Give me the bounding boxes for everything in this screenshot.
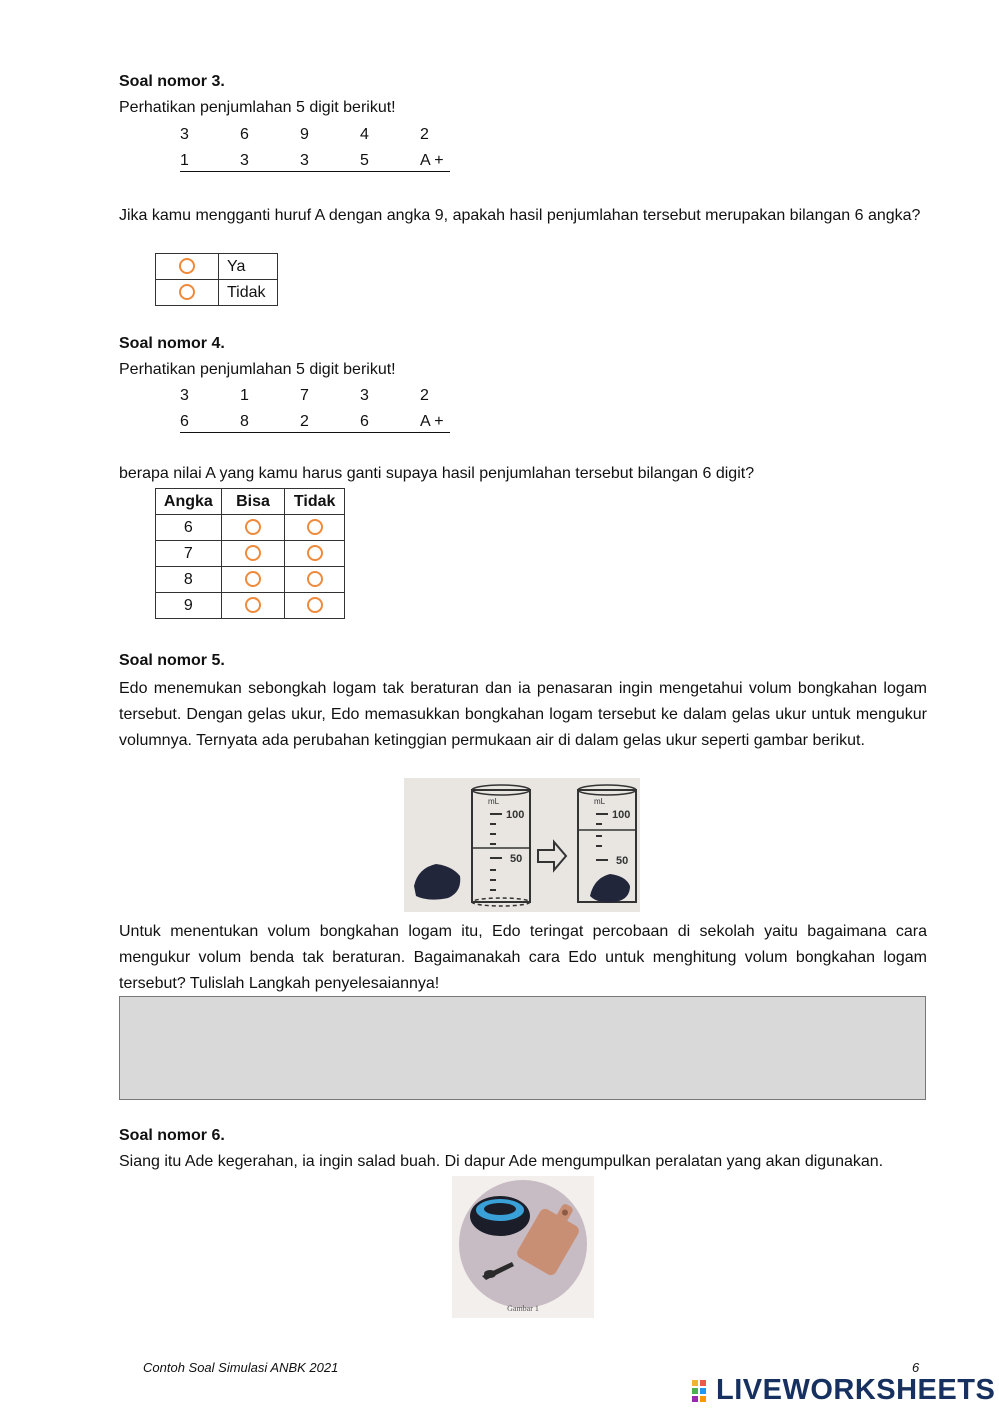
- mark-50-right: 50: [616, 855, 629, 867]
- bowl-center: [484, 1203, 516, 1215]
- mark-100-right: 100: [612, 809, 631, 821]
- measuring-cylinder-figure: [404, 778, 640, 912]
- q4-row: [156, 541, 345, 567]
- q5-text: Edo menemukan sebongkah logam tak beraturan dan ia penasaran ingin mengetahui volum bongkahan logam tersebut. Dengan gelas ukur, Edo memasukkan bongkahan logam tersebut ke dalam gelas ukur untuk mengukur volumnya. Ternyata ada perubahan ketinggian permukaan air di dalam gelas ukur seperti gambar berikut.: [119, 680, 927, 749]
- liveworksheets-logo-icon: [692, 1380, 714, 1402]
- radio-tidak-8[interactable]: [307, 571, 323, 587]
- q4-row: [156, 593, 345, 619]
- bisa-cell[interactable]: [221, 515, 285, 541]
- tidak-cell[interactable]: [285, 515, 345, 541]
- radio-ya[interactable]: [179, 258, 195, 274]
- digit: 5: [360, 152, 369, 169]
- angka-value: 7: [156, 541, 222, 567]
- radio-tidak-7[interactable]: [307, 545, 323, 561]
- digit-a-plus: A +: [420, 413, 444, 430]
- digit: 6: [360, 413, 369, 430]
- radio-bisa-8[interactable]: [245, 571, 261, 587]
- q4-header-row: [156, 489, 345, 515]
- q5-title: Soal nomor 5.: [119, 652, 225, 669]
- footer-text: Contoh Soal Simulasi ANBK 2021: [143, 1360, 339, 1375]
- q5-answer-textarea[interactable]: [119, 996, 926, 1100]
- q6-title: Soal nomor 6.: [119, 1127, 225, 1144]
- q3-title: Soal nomor 3.: [119, 73, 225, 90]
- q4-intro: Perhatikan penjumlahan 5 digit berikut!: [119, 361, 396, 378]
- q3-addend-2: [180, 152, 460, 176]
- figure-caption: Gambar 1: [507, 1304, 539, 1313]
- bisa-cell[interactable]: [221, 541, 285, 567]
- radio-tidak-6[interactable]: [307, 519, 323, 535]
- digit: 8: [240, 413, 249, 430]
- angka-value: 8: [156, 567, 222, 593]
- sum-underline: [180, 171, 450, 172]
- q4-row: [156, 515, 345, 541]
- digit: 9: [300, 126, 309, 143]
- angka-value: 9: [156, 593, 222, 619]
- q3-options-table: [155, 253, 278, 306]
- digit: 6: [180, 413, 189, 430]
- digit: 3: [180, 387, 189, 404]
- q4-addend-1: [180, 387, 460, 411]
- q3-addend-1: [180, 126, 460, 150]
- digit: 3: [240, 152, 249, 169]
- q3-option-cell[interactable]: [156, 254, 219, 280]
- q4-addend-2: [180, 413, 460, 437]
- digit: 1: [180, 152, 189, 169]
- sum-underline: [180, 432, 450, 433]
- tidak-cell[interactable]: [285, 541, 345, 567]
- q3-intro: Perhatikan penjumlahan 5 digit berikut!: [119, 99, 396, 116]
- option-label: Ya: [219, 254, 278, 280]
- radio-tidak-9[interactable]: [307, 597, 323, 613]
- mark-50-left: 50: [510, 853, 523, 865]
- digit: 6: [240, 126, 249, 143]
- liveworksheets-logo: [692, 1374, 996, 1408]
- col-header-angka: Angka: [156, 489, 222, 515]
- q3-option-cell[interactable]: [156, 280, 219, 306]
- bisa-cell[interactable]: [221, 593, 285, 619]
- q6-text: Siang itu Ade kegerahan, ia ingin salad buah. Di dapur Ade mengumpulkan peralatan yang akan digunakan.: [119, 1153, 884, 1170]
- radio-tidak[interactable]: [179, 284, 195, 300]
- unit-label: mL: [594, 797, 606, 806]
- digit-a-plus: A +: [420, 152, 444, 169]
- radio-bisa-9[interactable]: [245, 597, 261, 613]
- angka-value: 6: [156, 515, 222, 541]
- digit: 4: [360, 126, 369, 143]
- radio-bisa-6[interactable]: [245, 519, 261, 535]
- q3-option-row: [156, 280, 278, 306]
- col-header-bisa: Bisa: [221, 489, 285, 515]
- q3-option-row: [156, 254, 278, 280]
- col-header-tidak: Tidak: [285, 489, 345, 515]
- digit: 2: [300, 413, 309, 430]
- liveworksheets-brand: LIVEWORKSHEETS: [716, 1374, 996, 1406]
- digit: 2: [420, 387, 429, 404]
- mark-100-left: 100: [506, 809, 525, 821]
- digit: 3: [180, 126, 189, 143]
- kitchen-tools-figure: [452, 1176, 594, 1318]
- tidak-cell[interactable]: [285, 567, 345, 593]
- q4-title: Soal nomor 4.: [119, 335, 225, 352]
- unit-label: mL: [488, 797, 500, 806]
- q4-question: berapa nilai A yang kamu harus ganti supaya hasil penjumlahan tersebut bilangan 6 digit?: [119, 465, 755, 482]
- bisa-cell[interactable]: [221, 567, 285, 593]
- page-number: 6: [912, 1360, 920, 1375]
- q4-row: [156, 567, 345, 593]
- digit: 7: [300, 387, 309, 404]
- digit: 3: [300, 152, 309, 169]
- q5-question: Untuk menentukan volum bongkahan logam itu, Edo teringat percobaan di sekolah yaitu bagaimana cara mengukur volum benda tak beraturan. Bagaimanakah cara Edo untuk menghitung volum bongkahan logam tersebut? Tulislah Langkah penyelesaiannya!: [119, 923, 927, 992]
- radio-bisa-7[interactable]: [245, 545, 261, 561]
- q4-options-table: [155, 488, 345, 619]
- digit: 3: [360, 387, 369, 404]
- q3-question: Jika kamu mengganti huruf A dengan angka 9, apakah hasil penjumlahan tersebut merupakan bilangan 6 angka?: [119, 207, 921, 224]
- spoon-icon: [484, 1270, 496, 1278]
- tidak-cell[interactable]: [285, 593, 345, 619]
- option-label: Tidak: [219, 280, 278, 306]
- digit: 2: [420, 126, 429, 143]
- digit: 1: [240, 387, 249, 404]
